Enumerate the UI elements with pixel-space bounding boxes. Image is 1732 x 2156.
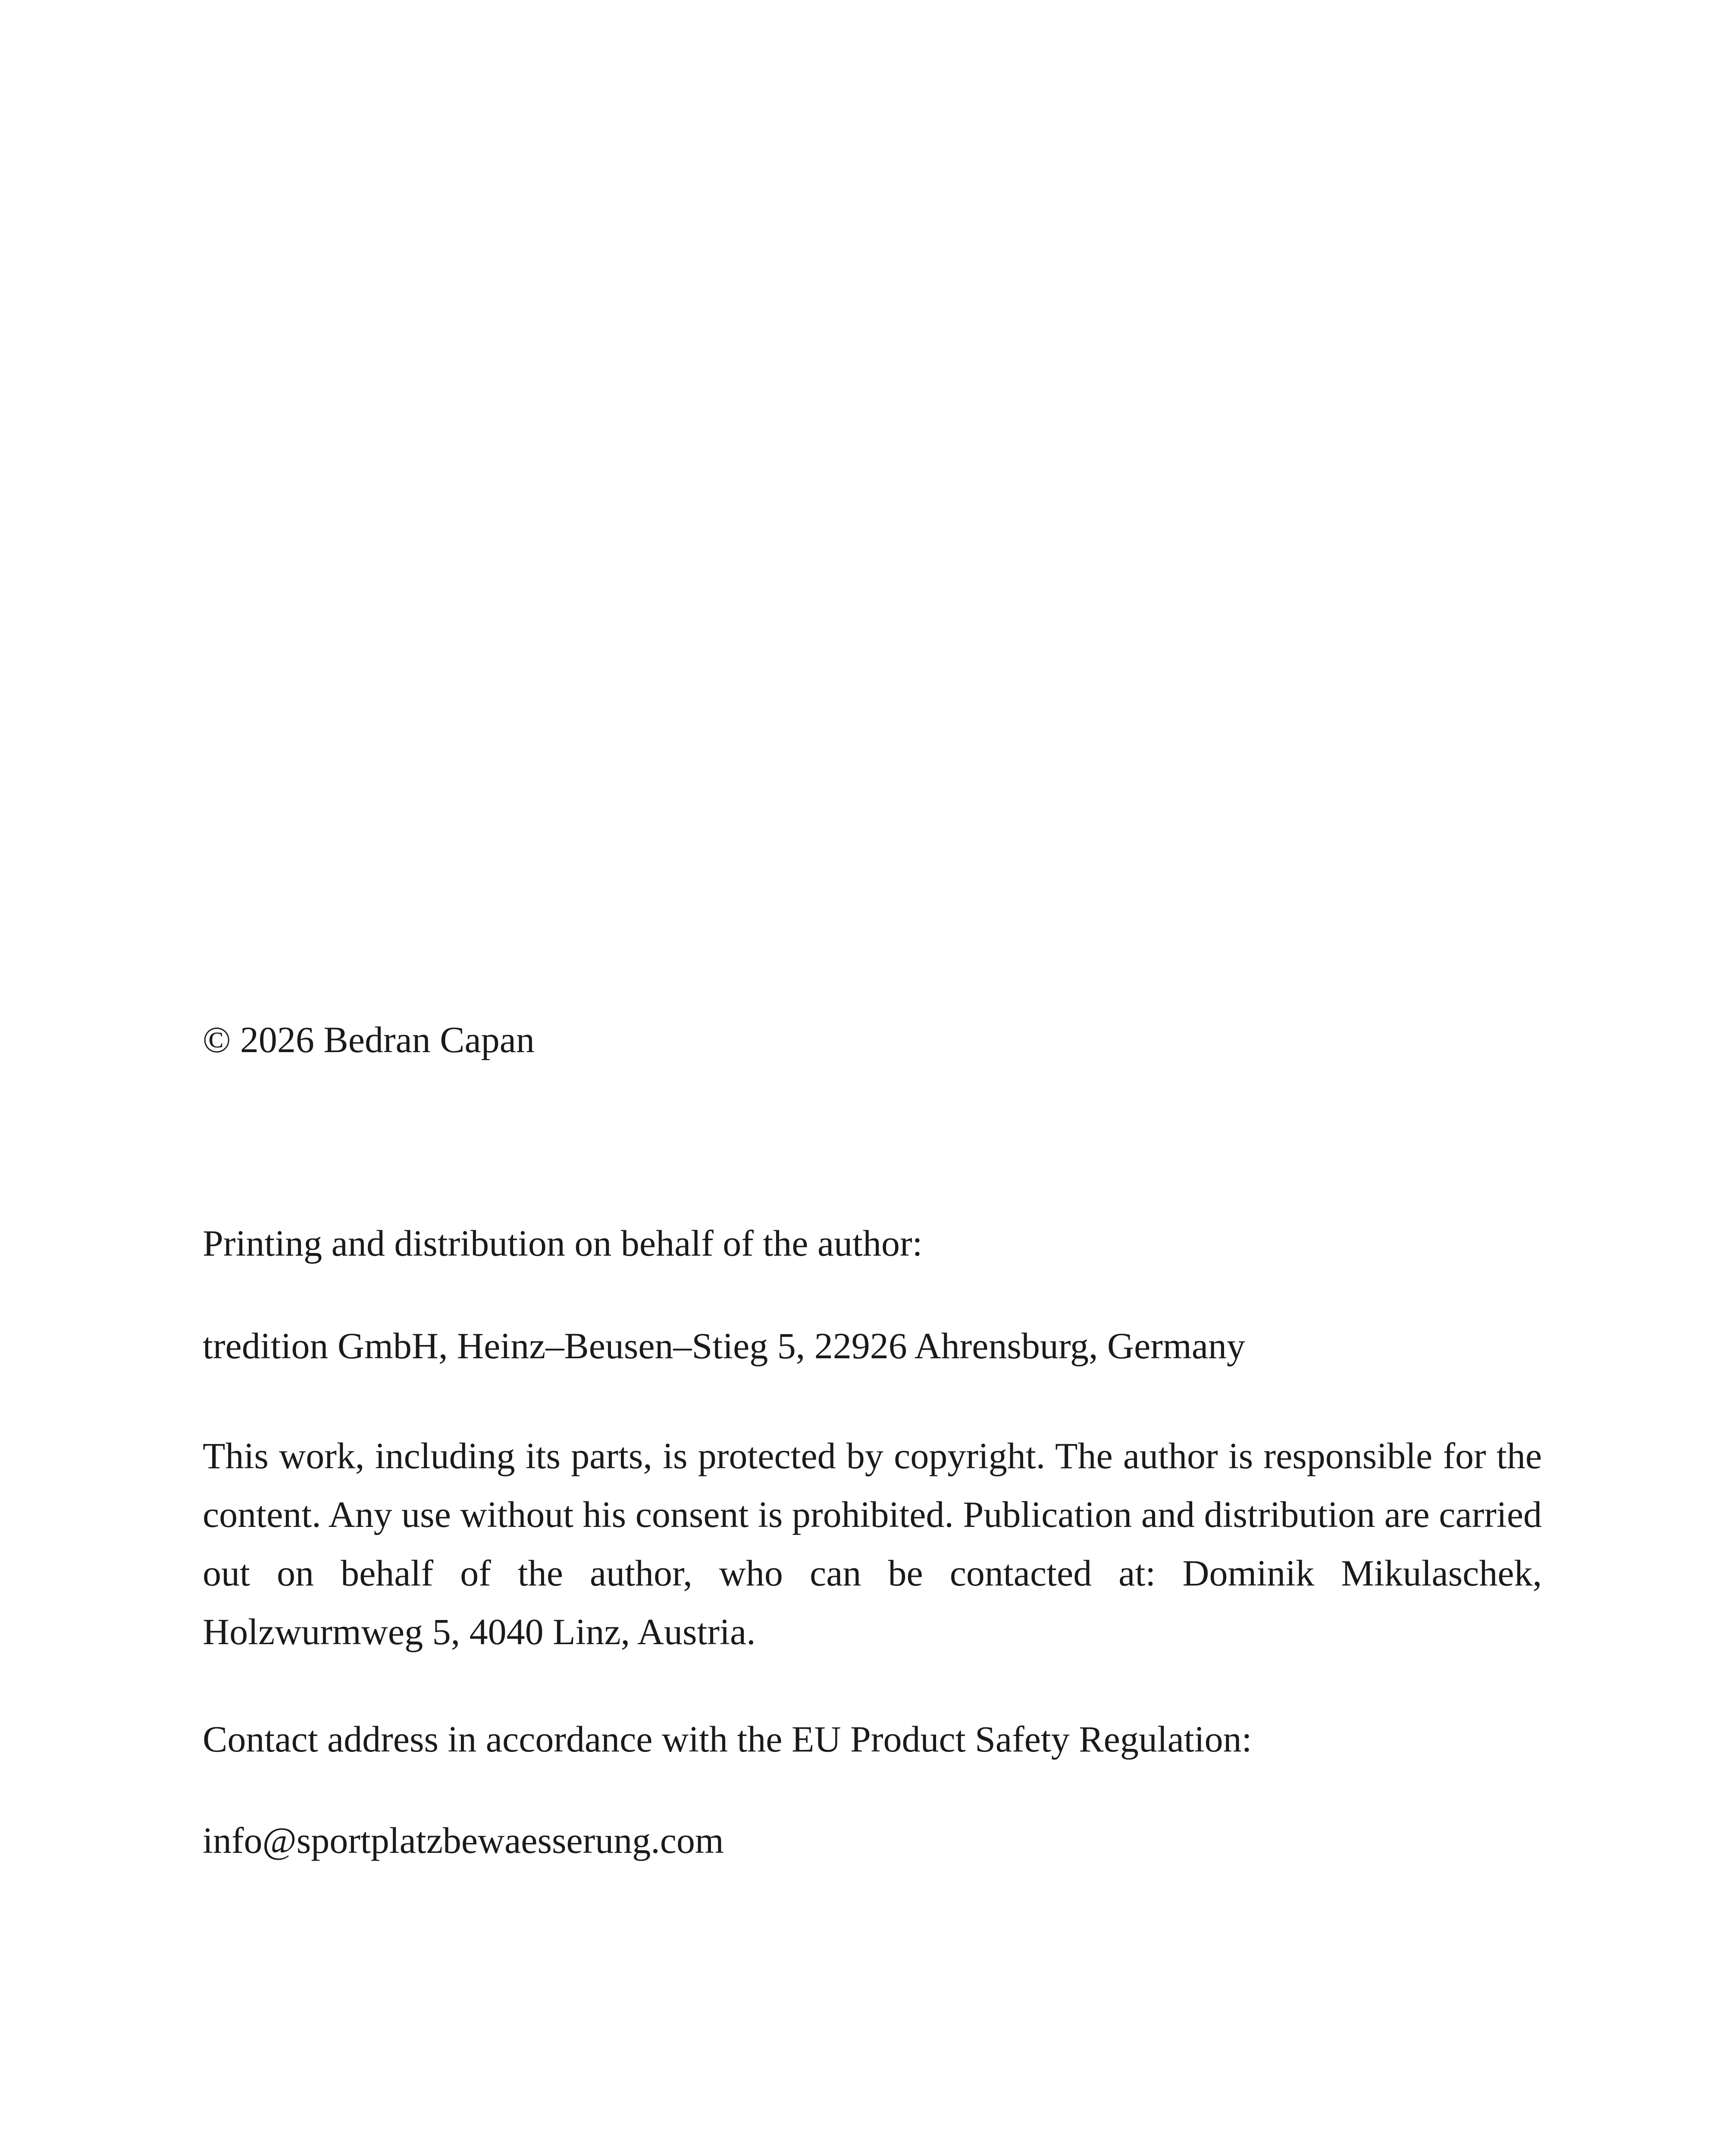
contact-email: info@sportplatzbewaesserung.com [203, 1820, 724, 1861]
printing-distribution-line: Printing and distribution on behalf of the author: [203, 1222, 923, 1264]
eu-contact-label: Contact address in accordance with the EU Product Safety Regulation: [203, 1718, 1252, 1760]
copyright-notice-paragraph: This work, including its parts, is protected by copyright. The author is responsible for the content. Any use without his consent is prohibited. Publication and distribution are carried out on behalf of the author, who can be contacted at: Dominik Mikulaschek, Holzwurmweg 5, 4040 Linz, Austria. [203, 1435, 1542, 1652]
copyright-line: © 2026 Bedran Capan [203, 1019, 535, 1060]
publisher-address: tredition GmbH, Heinz–Beusen–Stieg 5, 22926 Ahrensburg, Germany [203, 1325, 1245, 1366]
